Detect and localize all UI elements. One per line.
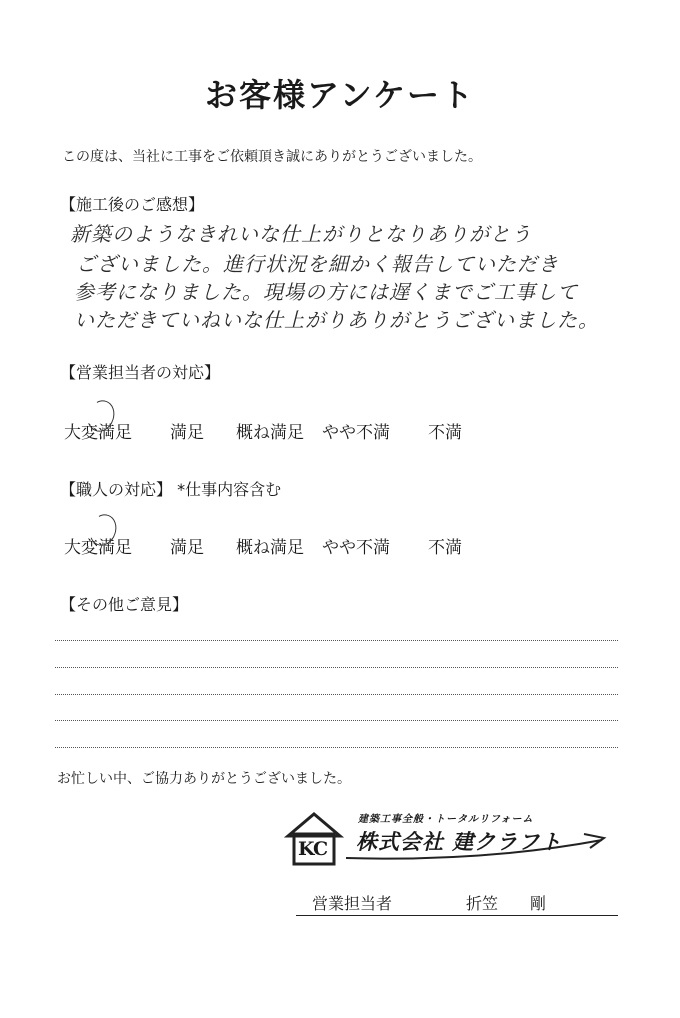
company-logo <box>284 808 614 868</box>
rating-option-very-satisfied: 大変満足 <box>64 423 132 443</box>
rating-option-satisfied: 満足 <box>170 423 204 443</box>
handwritten-line: いただきていねいな仕上がりありがとうございました。 <box>74 308 599 332</box>
rating-option-very-satisfied: 大変満足 <box>64 538 132 558</box>
staff-name: 折笠 剛 <box>466 894 547 913</box>
impressions-heading: 【施工後のご感想】 <box>60 195 205 214</box>
rating-option-dissatisfied: 不満 <box>428 538 462 558</box>
other-opinions-heading: 【その他ご意見】 <box>60 595 189 614</box>
rating-option-mostly-satisfied: 概ね満足 <box>236 423 304 443</box>
craftsman-heading-text: 【職人の対応】 <box>60 480 173 499</box>
thanks-text: お忙しい中、ご協力ありがとうございました。 <box>57 771 351 787</box>
rating-option-dissatisfied: 不満 <box>428 423 462 443</box>
intro-text: この度は、当社に工事をご依頼頂き誠にありがとうございました。 <box>62 149 482 165</box>
craftsman-response-heading <box>60 477 281 500</box>
survey-title: お客様アンケート <box>204 76 476 114</box>
rating-option-somewhat-dissatisfied: やや不満 <box>322 538 390 558</box>
company-name: 株式会社 建クラフト <box>356 830 563 854</box>
rating-option-satisfied: 満足 <box>170 538 204 558</box>
logo-mark-text: KC <box>298 838 328 860</box>
sales-response-heading: 【営業担当者の対応】 <box>60 363 221 382</box>
blank-line <box>55 720 618 721</box>
blank-line <box>55 667 618 668</box>
handwritten-line: ございました。進行状況を細かく報告していただき <box>76 252 559 276</box>
blank-line <box>55 640 618 641</box>
handwritten-line: 新築のようなきれいな仕上がりとなりありがとう <box>70 222 532 246</box>
blank-line <box>55 694 618 695</box>
staff-row <box>296 891 618 916</box>
rating-option-mostly-satisfied: 概ね満足 <box>236 538 304 558</box>
blank-line <box>55 747 618 748</box>
company-tagline: 建築工事全般・トータルリフォーム <box>358 814 534 825</box>
rating-option-somewhat-dissatisfied: やや不満 <box>322 423 390 443</box>
craftsman-heading-note: *仕事内容含む <box>177 480 282 499</box>
handwritten-line: 参考になりました。現場の方には遅くまでご工事して <box>74 280 578 304</box>
staff-label: 営業担当者 <box>312 894 393 913</box>
